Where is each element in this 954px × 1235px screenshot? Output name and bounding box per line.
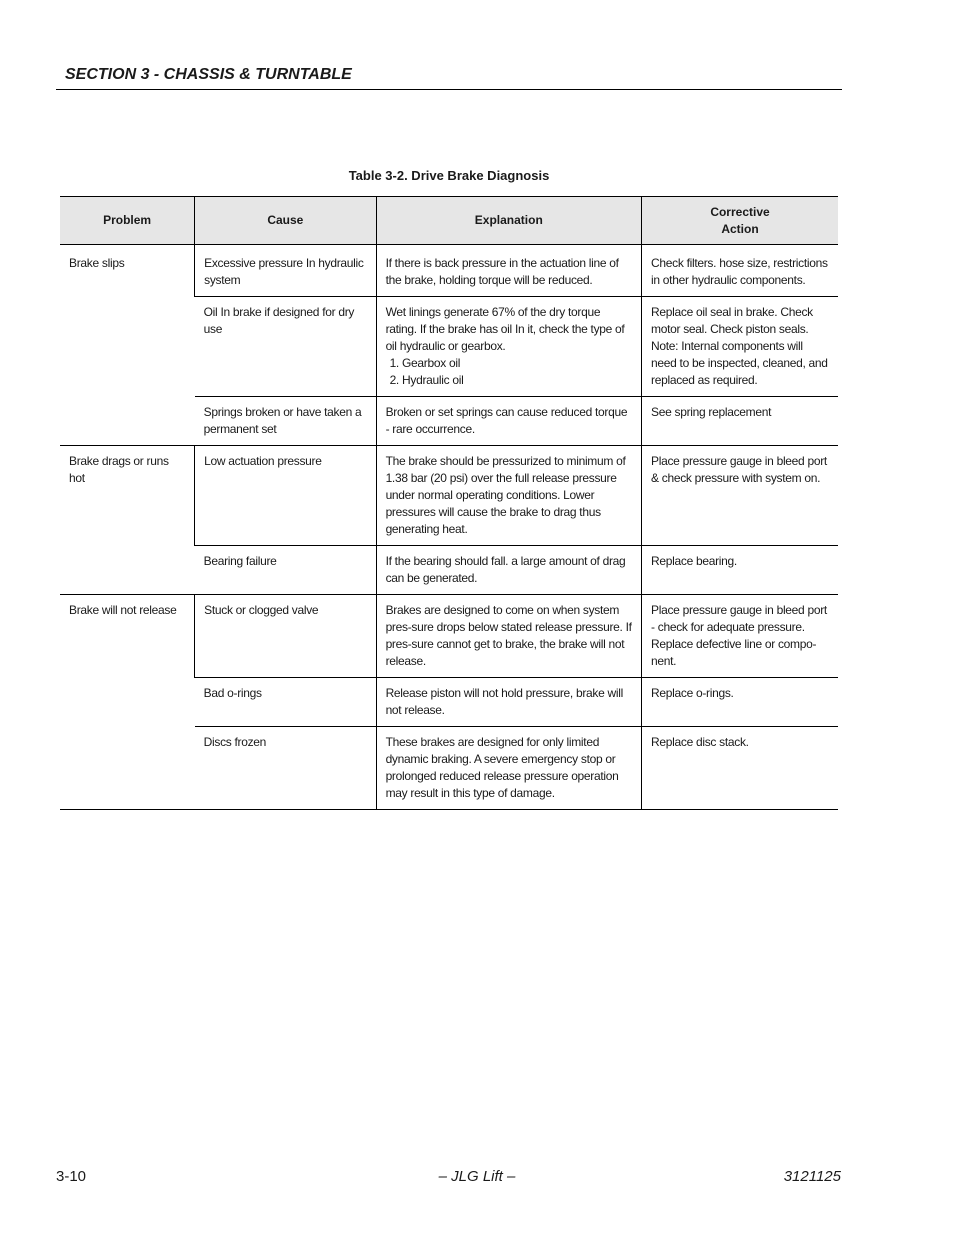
table-row xyxy=(60,595,838,678)
cell-corrective-action: Replace o-rings. xyxy=(642,678,838,727)
cell-cause: Springs broken or have taken a permanent set xyxy=(195,397,376,446)
cell-cause: Excessive pressure In hydraulic system xyxy=(195,248,376,297)
cell-corrective-action: See spring replacement xyxy=(642,397,838,446)
table-header-row xyxy=(60,197,838,245)
column-header-corrective-action xyxy=(642,197,838,245)
column-header-corrective-action-line: Action xyxy=(721,221,759,236)
cell-corrective-action: Place pressure gauge in bleed port & check pressure with system on. xyxy=(642,446,838,546)
column-header-explanation: Explanation xyxy=(376,197,641,245)
column-header-cause: Cause xyxy=(195,197,376,245)
explanation-text: If the bearing should fall. a large amount of drag can be generated. xyxy=(385,554,626,585)
cell-problem: Brake slips xyxy=(60,248,195,446)
explanation-text: Brakes are designed to come on when system pres-sure drops below stated release pressure. If pres-sure cannot get to brake, the brake will not release. xyxy=(385,603,632,668)
explanation-list-item: 2. Hydraulic oil xyxy=(389,373,464,387)
cell-corrective-action: Replace oil seal in brake. Check motor seal. Check piston seals. Note: Internal components will need to be inspected, cleaned, and replaced as required. xyxy=(642,297,838,397)
page-number: 3-10 xyxy=(56,1168,87,1185)
section-title: SECTION 3 - CHASSIS & TURNTABLE xyxy=(65,66,352,83)
cell-explanation xyxy=(376,248,641,297)
column-header-corrective-action-line: Corrective xyxy=(710,204,770,219)
cell-corrective-action: Replace bearing. xyxy=(642,546,838,595)
drive-brake-diagnosis-table xyxy=(60,196,838,810)
cell-explanation xyxy=(376,397,641,446)
explanation-text: The brake should be pressurized to minimum of 1.38 bar (20 psi) over the full release pressure under normal operating conditions. Lower pressures will cause the brake to drag thus generating heat. xyxy=(385,454,626,536)
cell-cause: Oil In brake if designed for dry use xyxy=(195,297,376,397)
cell-cause: Bad o-rings xyxy=(195,678,376,727)
cell-explanation xyxy=(376,727,641,810)
explanation-text: Release piston will not hold pressure, brake will not release. xyxy=(385,686,623,717)
footer-center-text: – JLG Lift – xyxy=(438,1168,516,1185)
cell-explanation xyxy=(376,595,641,678)
section-header xyxy=(56,64,842,90)
cell-cause: Stuck or clogged valve xyxy=(195,595,376,678)
explanation-text: These brakes are designed for only limited dynamic braking. A severe emergency stop or prolonged reduced release pressure operation may result in this type of damage. xyxy=(385,735,619,800)
cell-cause: Low actuation pressure xyxy=(195,446,376,546)
cell-problem: Brake drags or runs hot xyxy=(60,446,195,595)
cell-cause: Bearing failure xyxy=(195,546,376,595)
table-row xyxy=(60,446,838,546)
cell-corrective-action: Check filters. hose size, restrictions in other hydraulic components. xyxy=(642,248,838,297)
cell-explanation xyxy=(376,546,641,595)
explanation-text: Wet linings generate 67% of the dry torque rating. If the brake has oil In it, check the type of oil hydraulic or gearbox. xyxy=(385,305,625,353)
cell-problem: Brake will not release xyxy=(60,595,195,810)
table-body xyxy=(60,245,838,810)
cell-corrective-action: Place pressure gauge in bleed port - check for adequate pressure. Replace defective line or compo-nent. xyxy=(642,595,838,678)
explanation-text: If there is back pressure in the actuation line of the brake, holding torque will be reduced. xyxy=(385,256,619,287)
column-header-problem: Problem xyxy=(60,197,195,245)
explanation-list-item: 1. Gearbox oil xyxy=(389,356,461,370)
document-number: 3121125 xyxy=(783,1168,841,1185)
cell-corrective-action: Replace disc stack. xyxy=(642,727,838,810)
cell-explanation xyxy=(376,446,641,546)
explanation-text: Broken or set springs can cause reduced torque - rare occurrence. xyxy=(385,405,628,436)
cell-explanation xyxy=(376,297,641,397)
table-row xyxy=(60,248,838,297)
cell-explanation xyxy=(376,678,641,727)
cell-cause: Discs frozen xyxy=(195,727,376,810)
table-caption: Table 3-2. Drive Brake Diagnosis xyxy=(348,168,550,183)
